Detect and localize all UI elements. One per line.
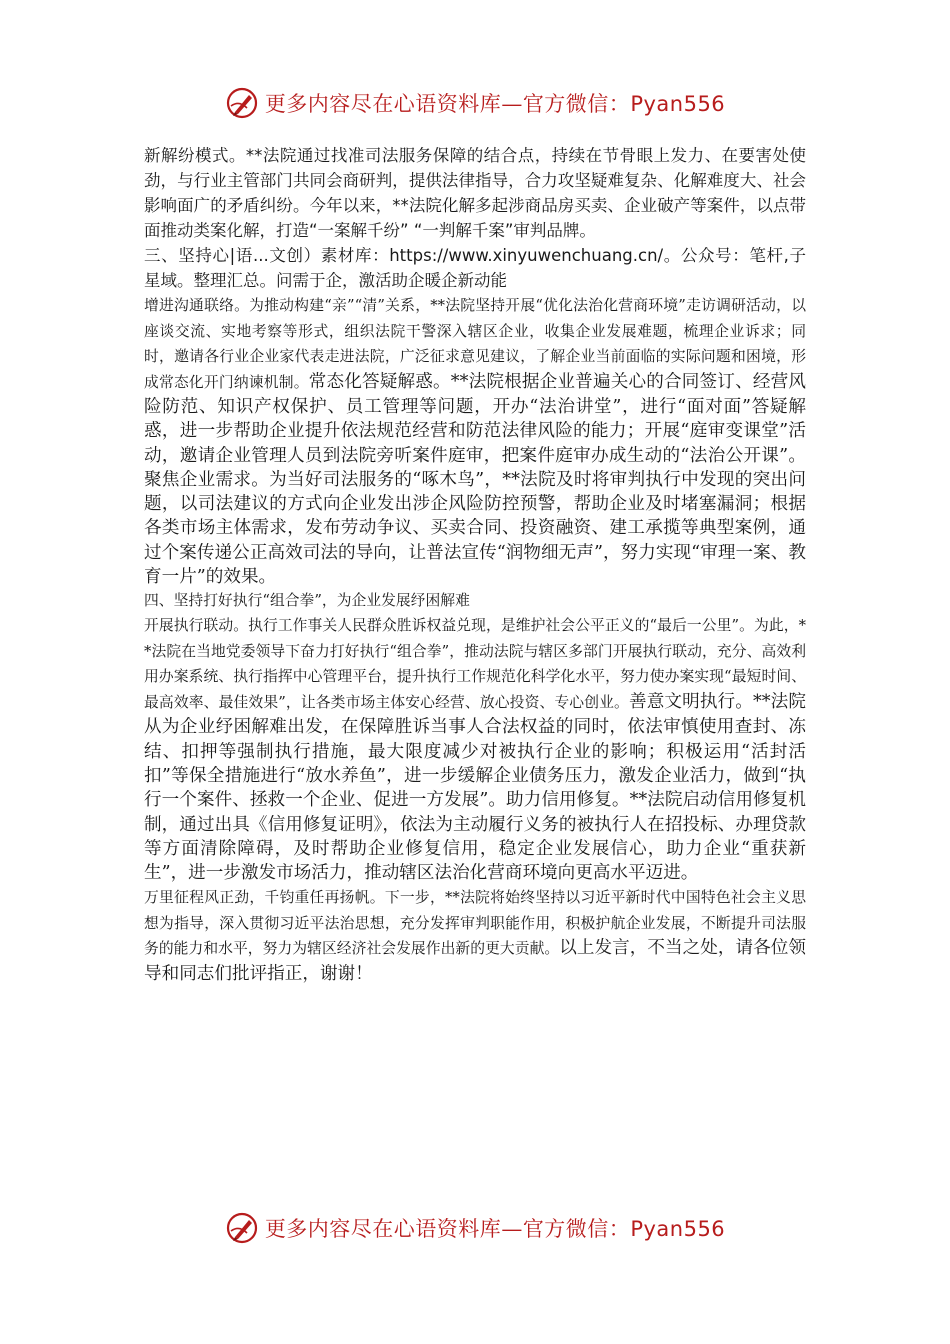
paragraph-enforcement-intro: 开展执行联动。执行工作事关人民群众胜诉权益兑现，是维护社会公平正义的“最后一公里”。为此，**法院在当地党委领导下奋力打好执行“组合拳”，推动法院与辖区多部门开展执行联动，充分、高效利用办案系统、执行指挥中心管理平台，提升执行工作规范化科学化水平，努力使办案实现“最短时间、最高效率、最佳效果”，让各类市场主体安心经营、放心投资、专心创业。 <box>144 617 806 711</box>
footer-site-name: 更多内容尽在心语资料库 <box>264 1217 502 1241</box>
header-site-name: 更多内容尽在心语资料库 <box>264 92 502 116</box>
header-wechat-label: 官方微信： <box>522 92 631 116</box>
paragraph-conclusion-closing: 以上发言，不当之处，请各位领导和同志们批评指正，谢谢！ <box>144 938 806 984</box>
paragraph-dispute-resolution: 新解纷模式。**法院通过找准司法服务保障的结合点，持续在节骨眼上发力、在要害处使劲，与行业主管部门共同会商研判，提供法律指导，合力攻坚疑难复杂、化解难度大、社会影响面广的矛盾纠纷。今年以来，**法院化解多起涉商品房买卖、企业破产等案件，以点带面推动类案化解，打造“一案解千纷” “一判解千案”审判品牌。 <box>144 146 806 240</box>
header-separator: — <box>501 92 523 116</box>
footer-banner <box>0 1208 950 1248</box>
document-body <box>144 143 806 986</box>
paragraph-enterprise-communication-intro: 增进沟通联络。为推动构建“亲”“清”关系，**法院坚持开展“优化法治化营商环境”走访调研活动，以座谈交流、实地考察等形式，组织法院干警深入辖区企业，收集企业发展难题，梳理企业诉求；同时，邀请各行业企业家代表走进法院，广泛征求意见建议，了解企业当前面临的实际问题和困境，形成常态化开门纳谏机制。 <box>144 297 806 391</box>
paragraph-conclusion-intro: 万里征程风正劲，千钧重任再扬帆。下一步，**法院将始终坚持以习近平新时代中国特色社会主义思想为指导，深入贯彻习近平法治思想，充分发挥审判职能作用，积极护航企业发展，不断提升司法服务的能力和水平，努力为辖区经济社会发展作出新的更大贡献。 <box>144 889 806 958</box>
footer-wechat-handle: Pyan556 <box>630 1217 726 1241</box>
footer-banner-text <box>265 1213 725 1243</box>
header-wechat-handle: Pyan556 <box>630 92 726 116</box>
paragraph-enterprise-communication-body: 常态化答疑解惑。**法院根据企业普遍关心的合同签订、经营风险防范、知识产权保护、员工管理等问题，开办“法治讲堂”，进行“面对面”答疑解惑，进一步帮助企业提升依法规范经营和防范法律风险的能力；开展“庭审变课堂”活动，邀请企业管理人员到法院旁听案件庭审，把案件庭审办成生动的“法治公开课”。聚焦企业需求。为当好司法服务的“啄木鸟”，**法院及时将审判执行中发现的突出问题，以司法建议的方式向企业发出涉企风险防控预警，帮助企业及时堵塞漏洞；根据各类市场主体需求，发布劳动争议、买卖合同、投资融资、建工承揽等典型案例，通过个案传递公正高效司法的导向，让普法宣传“润物细无声”，努力实现“审理一案、教育一片”的效果。 <box>144 371 806 588</box>
paragraph-conclusion <box>144 885 806 986</box>
section-four-heading: 四、坚持打好执行“组合拳”，为企业发展纾困解难 <box>144 592 470 610</box>
pen-logo-icon <box>225 1211 259 1245</box>
header-banner-text <box>265 88 725 118</box>
paragraph-enterprise-communication <box>144 293 806 589</box>
paragraph-enforcement <box>144 613 806 885</box>
footer-wechat-label: 官方微信： <box>522 1217 631 1241</box>
paragraph-enforcement-body: 善意文明执行。**法院从为企业纾困解难出发，在保障胜诉当事人合法权益的同时，依法审慎使用查封、冻结、扣押等强制执行措施，最大限度减少对被执行企业的影响；积极运用“活封活扣”等保全措施进行“放水养鱼”，进一步缓解企业债务压力，激发企业活力，做到“执行一个案件、拯救一个企业、促进一方发展”。助力信用修复。**法院启动信用修复机制，通过出具《信用修复证明》，依法为主动履行义务的被执行人在招投标、办理贷款等方面清除障碍，及时帮助企业修复信用，稳定企业发展信心，助力企业“重获新生”，进一步激发市场活力，推动辖区法治化营商环境向更高水平迈进。 <box>144 691 806 884</box>
pen-logo-icon <box>225 86 259 120</box>
footer-separator: — <box>501 1217 523 1241</box>
header-banner <box>0 83 950 123</box>
section-three-heading: 三、坚持心|语...文创）素材库：https://www.xinyuwenchuang.cn/。公众号：笔杆,子星域。整理汇总。问需于企，激活助企暖企新动能 <box>144 246 806 290</box>
